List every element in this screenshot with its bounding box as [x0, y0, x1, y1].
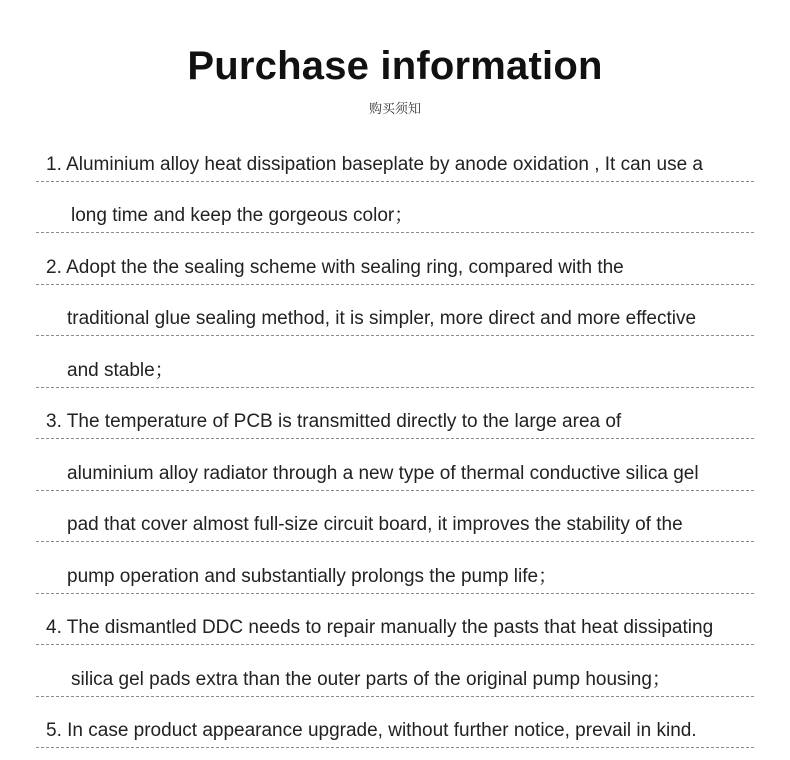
note-line-text: silica gel pads extra than the outer parts of the original pump housing； — [71, 669, 671, 690]
note-line — [36, 562, 754, 594]
note-line-text: pump operation and substantially prolongs the pump life； — [67, 566, 558, 587]
note-line-text: pad that cover almost full-size circuit board, it improves the stability of the — [67, 514, 683, 535]
note-line-text: 5. In case product appearance upgrade, without further notice, prevail in kind. — [46, 720, 697, 741]
note-line — [36, 665, 754, 697]
page-title: Purchase information — [187, 44, 603, 88]
note-line-text: aluminium alloy radiator through a new type of thermal conductive silica gel — [67, 463, 699, 484]
note-line — [36, 716, 754, 748]
note-line — [36, 150, 754, 182]
note-line-text: 4. The dismantled DDC needs to repair manually the pasts that heat dissipating — [46, 617, 714, 638]
note-line — [36, 407, 754, 439]
note-line — [36, 253, 754, 285]
note-line — [36, 510, 754, 542]
note-line-text: 2. Adopt the the sealing scheme with sealing ring, compared with the — [46, 257, 624, 278]
note-line-text: traditional glue sealing method, it is simpler, more direct and more effective — [67, 308, 697, 329]
note-line — [36, 304, 754, 336]
note-line-text: long time and keep the gorgeous color； — [71, 205, 414, 226]
note-line — [36, 613, 754, 645]
note-line-text: and stable； — [67, 360, 174, 381]
page-subtitle: 购买须知 — [368, 101, 421, 116]
note-line-text: 1. Aluminium alloy heat dissipation baseplate by anode oxidation , It can use a — [46, 154, 703, 175]
note-line-text: 3. The temperature of PCB is transmitted directly to the large area of — [46, 411, 622, 432]
note-line — [36, 356, 754, 388]
note-line — [36, 201, 754, 233]
note-line — [36, 459, 754, 491]
